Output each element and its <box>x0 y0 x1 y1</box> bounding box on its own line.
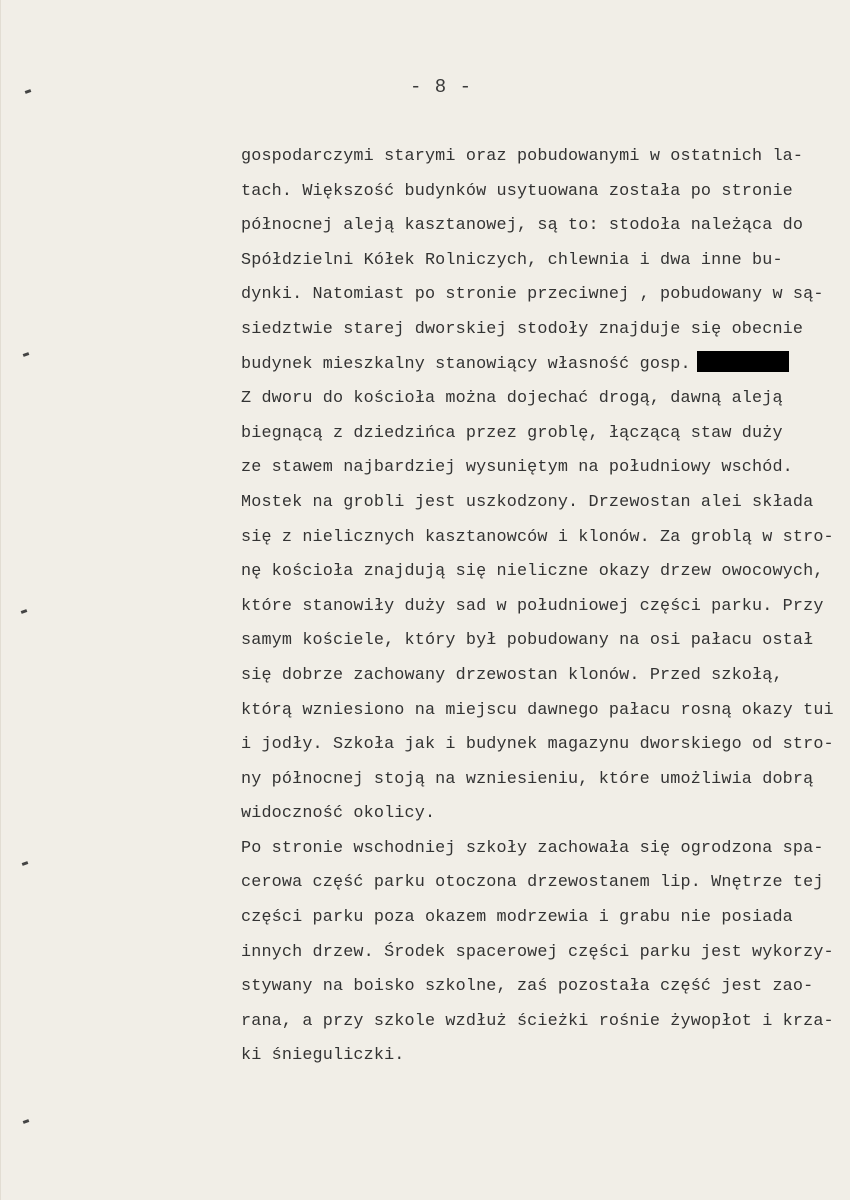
text-line: które stanowiły duży sad w południowej części parku. Przy <box>241 596 824 616</box>
text-line: biegnącą z dziedzińca przez groblę, łączącą staw duży <box>241 423 783 443</box>
text-line: siedztwie starej dworskiej stodoły znajduje się obecnie <box>241 319 804 339</box>
text-line: ze stawem najbardziej wysuniętym na południowy wschód. <box>241 458 793 478</box>
margin-mark <box>21 609 28 614</box>
text-line: innych drzew. Środek spacerowej części parku jest wykorzy- <box>241 942 834 962</box>
text-line: Spółdzielni Kółek Rolniczych, chlewnia i dwa inne bu- <box>241 250 783 270</box>
text-line: stywany na boisko szkolne, zaś pozostała część jest zao- <box>241 977 814 997</box>
redaction-box <box>697 351 789 372</box>
text-line-with-redaction <box>241 348 841 383</box>
margin-mark <box>22 861 29 866</box>
text-line: samym kościele, który był pobudowany na osi pałacu ostał <box>241 631 814 651</box>
text-line: budynek mieszkalny stanowiący własność gosp. <box>241 354 691 374</box>
text-line: Z dworu do kościoła można dojechać drogą, dawną aleją <box>241 389 783 409</box>
text-line: cerowa część parku otoczona drzewostanem lip. Wnętrze tej <box>241 873 824 893</box>
text-line: którą wzniesiono na miejscu dawnego pałacu rosną okazy tui <box>241 700 834 720</box>
text-line: ki śnieguliczki. <box>241 1046 405 1066</box>
text-line: Mostek na grobli jest uszkodzony. Drzewostan alei składa <box>241 492 814 512</box>
text-line: widoczność okolicy. <box>241 804 436 824</box>
body-text <box>241 140 841 1074</box>
text-line: nę kościoła znajdują się nieliczne okazy drzew owocowych, <box>241 562 824 582</box>
page-number: - 8 - <box>409 76 472 98</box>
text-line: się z nielicznych kasztanowców i klonów. Za groblą w stro- <box>241 527 834 547</box>
text-line: dynki. Natomiast po stronie przeciwnej , pobudowany w są- <box>241 285 824 305</box>
text-line: się dobrze zachowany drzewostan klonów. Przed szkołą, <box>241 665 783 685</box>
text-line: części parku poza okazem modrzewia i grabu nie posiada <box>241 908 793 928</box>
text-line: północnej aleją kasztanowej, są to: stodoła należąca do <box>241 216 804 236</box>
text-line: i jodły. Szkoła jak i budynek magazynu dworskiego od stro- <box>241 735 834 755</box>
text-line: tach. Większość budynków usytuowana została po stronie <box>241 181 793 201</box>
text-line: ny północnej stoją na wzniesieniu, które umożliwia dobrą <box>241 769 814 789</box>
text-line: rana, a przy szkole wzdłuż ścieżki rośnie żywopłot i krza- <box>241 1011 834 1031</box>
text-line: Po stronie wschodniej szkoły zachowała się ogrodzona spa- <box>241 838 824 858</box>
margin-mark <box>23 352 30 357</box>
margin-mark <box>23 1119 30 1124</box>
text-line: gospodarczymi starymi oraz pobudowanymi w ostatnich la- <box>241 147 804 166</box>
